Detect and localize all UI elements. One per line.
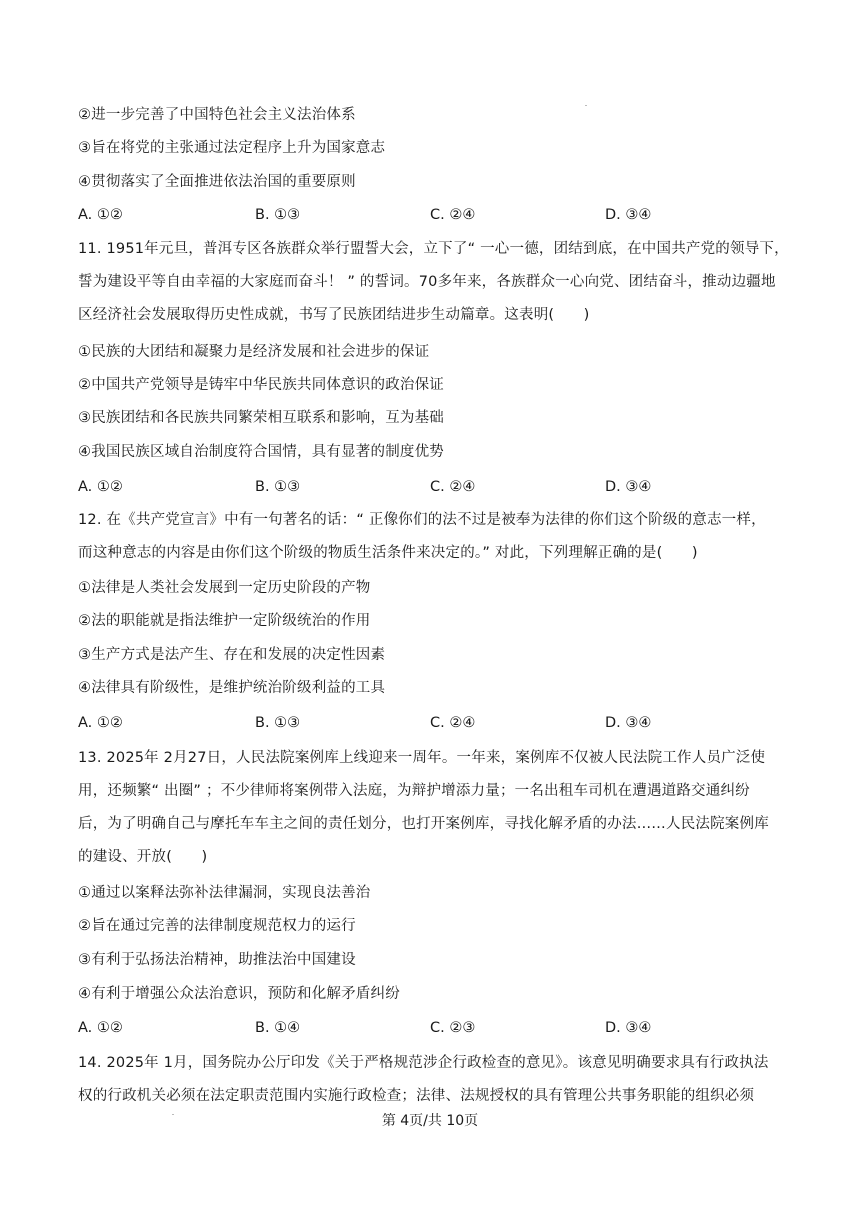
q13-options <box>78 1018 778 1038</box>
q10-option-c[interactable]: C. ②④ <box>430 207 476 223</box>
q13-stem-line-3: 后，为了明确自己与摩托车车主之间的责任划分，也打开案例库，寻找化解矛盾的办法……人民法院案例库 <box>78 816 769 832</box>
q13-stem-line-2: 用，还频繁“ 出圈” ；不少律师将案例带入法庭，为辩护增添力量；一名出租车司机在遭遇道路交通纠纷 <box>78 783 750 799</box>
q11-statement-4: ④我国民族区域自治制度符合国情，具有显著的制度优势 <box>78 444 444 460</box>
q11-stem-line-1: 11. 1951年元旦，普洱专区各族群众举行盟誓大会，立下了“ 一心一德，团结到底，在中国共产党的领导下， <box>78 241 789 257</box>
scan-speck <box>172 1114 174 1115</box>
q11-stem-line-2: 誓为建设平等自由幸福的大家庭而奋斗！ ” 的誓词。70多年来，各族群众一心向党、团结奋斗，推动边疆地 <box>78 274 776 290</box>
q13-option-b[interactable]: B. ①④ <box>255 1020 301 1036</box>
q10-options <box>78 205 778 225</box>
q13-statement-2: ②旨在通过完善的法律制度规范权力的运行 <box>78 918 356 934</box>
q12-statement-3: ③生产方式是法产生、存在和发展的决定性因素 <box>78 647 386 663</box>
q12-statement-1: ①法律是人类社会发展到一定历史阶段的产物 <box>78 580 371 596</box>
q11-statement-3: ③民族团结和各民族共同繁荣相互联系和影响，互为基础 <box>78 410 444 426</box>
q12-statement-2: ②法的职能就是指法维护一定阶级统治的作用 <box>78 613 371 629</box>
q12-stem-line-1: 12. 在《共产党宣言》中有一句著名的话：“ 正像你们的法不过是被奉为法律的你们这个阶级的意志一样， <box>78 512 766 528</box>
q11-statement-1: ①民族的大团结和凝聚力是经济发展和社会进步的保证 <box>78 344 430 360</box>
q10-option-a[interactable]: A. ①② <box>78 207 123 223</box>
page-number-footer: 第 4页/共 10页 <box>381 1113 479 1129</box>
q11-statement-2: ②中国共产党领导是铸牢中华民族共同体意识的政治保证 <box>78 377 444 393</box>
q10-option-b[interactable]: B. ①③ <box>255 207 301 223</box>
q11-option-b[interactable]: B. ①③ <box>255 479 301 495</box>
q14-stem-line-1: 14. 2025年 1月，国务院办公厅印发《关于严格规范涉企行政检查的意见》。该意见明确要求具有行政执法 <box>78 1055 769 1071</box>
q12-options <box>78 713 778 733</box>
scan-speck <box>585 105 587 106</box>
q13-option-d[interactable]: D. ③④ <box>605 1020 652 1036</box>
q11-stem-line-3: 区经济社会发展取得历史性成就，书写了民族团结进步生动篇章。这表明( ) <box>78 307 590 323</box>
q11-option-a[interactable]: A. ①② <box>78 479 123 495</box>
q10-statement-4: ④贯彻落实了全面推进依法治国的重要原则 <box>78 174 356 190</box>
q13-option-a[interactable]: A. ①② <box>78 1020 123 1036</box>
q13-stem-line-1: 13. 2025年 2月27日，人民法院案例库上线迎来一周年。一年来，案例库不仅被人民法院工作人员广泛使 <box>78 750 766 766</box>
q14-stem-line-2: 权的行政机关必须在法定职责范围内实施行政检查；法律、法规授权的具有管理公共事务职能的组织必须 <box>78 1088 755 1104</box>
q13-stem-line-4: 的建设、开放( ) <box>78 849 208 865</box>
q12-option-c[interactable]: C. ②④ <box>430 715 476 731</box>
q10-option-d[interactable]: D. ③④ <box>605 207 652 223</box>
q13-statement-1: ①通过以案释法弥补法律漏洞，实现良法善治 <box>78 885 371 901</box>
q11-options <box>78 477 778 497</box>
q10-statement-3: ③旨在将党的主张通过法定程序上升为国家意志 <box>78 140 386 156</box>
q12-option-a[interactable]: A. ①② <box>78 715 123 731</box>
q12-option-d[interactable]: D. ③④ <box>605 715 652 731</box>
q11-option-c[interactable]: C. ②④ <box>430 479 476 495</box>
q13-statement-4: ④有利于增强公众法治意识，预防和化解矛盾纠纷 <box>78 986 400 1002</box>
q12-statement-4: ④法律具有阶级性，是维护统治阶级利益的工具 <box>78 680 386 696</box>
q12-stem-line-2: 而这种意志的内容是由你们这个阶级的物质生活条件来决定的。” 对此，下列理解正确的是( ) <box>78 545 698 561</box>
q10-statement-2: ②进一步完善了中国特色社会主义法治体系 <box>78 107 356 123</box>
q13-option-c[interactable]: C. ②③ <box>430 1020 476 1036</box>
q12-option-b[interactable]: B. ①③ <box>255 715 301 731</box>
q13-statement-3: ③有利于弘扬法治精神，助推法治中国建设 <box>78 952 356 968</box>
q11-option-d[interactable]: D. ③④ <box>605 479 652 495</box>
